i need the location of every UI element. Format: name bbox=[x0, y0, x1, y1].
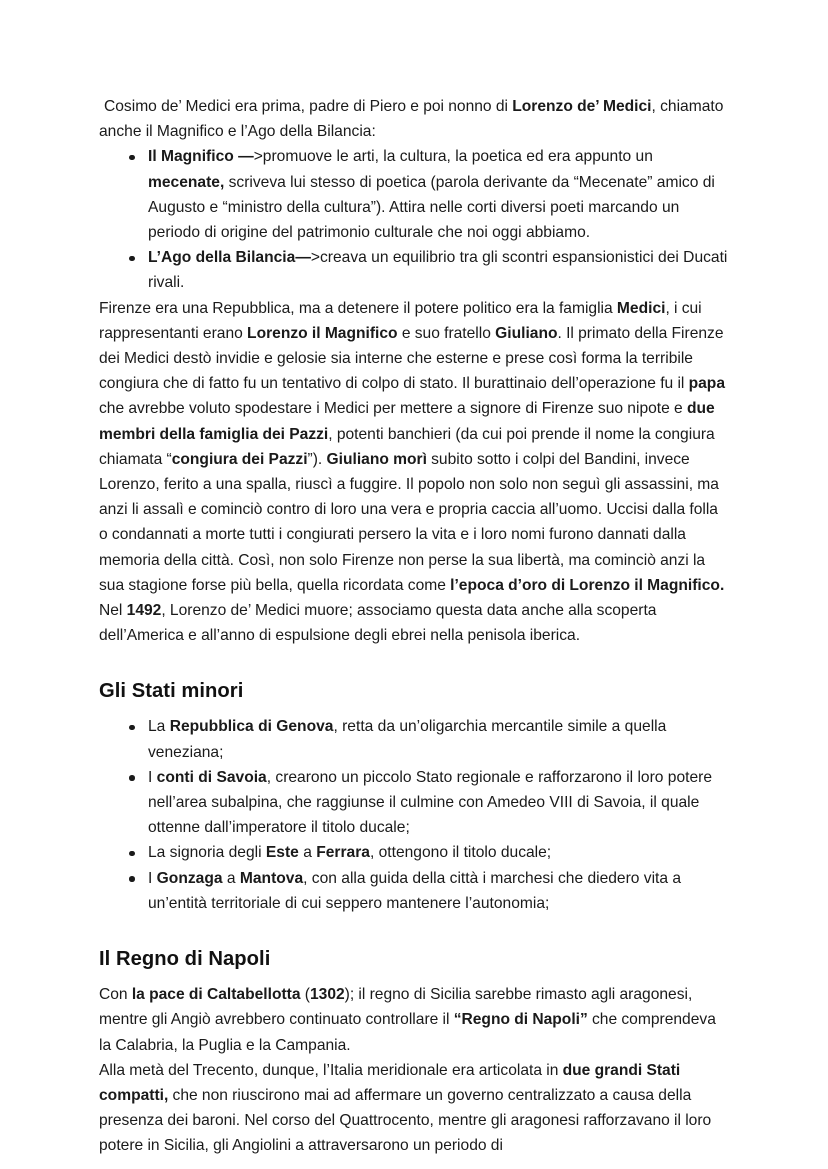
spacer bbox=[99, 648, 728, 678]
heading-il-regno-di-napoli: Il Regno di Napoli bbox=[99, 948, 271, 971]
stati-minori-bullet-list bbox=[99, 714, 728, 916]
spacer bbox=[99, 916, 728, 946]
medici-bullet-list bbox=[99, 144, 728, 295]
intro-paragraph: Cosimo de’ Medici era prima, padre di Piero e poi nonno di Lorenzo de’ Medici, chiamato anche il Magnifico e l’Ago della Bilancia: bbox=[99, 98, 724, 141]
list-item: La signoria degli Este a Ferrara, ottengono il titolo ducale; bbox=[99, 840, 728, 865]
list-item: Il Magnifico —>promuove le arti, la cultura, la poetica ed era appunto un mecenate, scriveva lui stesso di poetica (parola derivante da “Mecenate” amico di Augusto e “ministro della cultura”). Attira nelle corti diversi poeti marcando un periodo di origine del patrimonio culturale che noi oggi abbiamo. bbox=[99, 144, 728, 245]
list-item: L’Ago della Bilancia—>creava un equilibrio tra gli scontri espansionistici dei Ducati rivali. bbox=[99, 245, 728, 295]
regno-napoli-paragraph-2: Alla metà del Trecento, dunque, l’Italia meridionale era articolata in due grandi Stati compatti, che non riuscirono mai ad affermare un governo centralizzato a causa della presenza dei baroni. Nel corso del Quattrocento, mentre gli aragonesi rafforzavano il loro potere in Sicilia, gli Angiolini a attraversarono un periodo di bbox=[99, 1061, 712, 1155]
regno-napoli-paragraph-1: Con la pace di Caltabellotta (1302); il regno di Sicilia sarebbe rimasto agli aragonesi, mentre gli Angiò avrebbero continuato controllare il “Regno di Napoli” che comprendeva la Calabria, la Puglia e la Campania. bbox=[99, 986, 716, 1054]
spacer bbox=[99, 705, 728, 714]
list-item: I conti di Savoia, crearono un piccolo Stato regionale e rafforzarono il loro potere nell’area subalpina, che raggiunse il culmine con Amedeo VIII di Savoia, il quale ottenne dall’imperatore il titolo ducale; bbox=[99, 765, 728, 841]
firenze-paragraph: Firenze era una Repubblica, ma a detenere il potere politico era la famiglia Medici, i cui rappresentanti erano Lorenzo il Magnifico e suo fratello Giuliano. Il primato della Firenze dei Medici destò invidie e gelosie sia interne che esterne e prese così forma la terribile congiura che di fatto fu un tentativo di colpo di stato. Il burattinaio dell’operazione fu il papa che avrebbe voluto spodestare i Medici per mettere a signore di Firenze suo nipote e due membri della famiglia dei Pazzi, potenti banchieri (da cui poi prende il nome la congiura chiamata “congiura dei Pazzi”). Giuliano morì subito sotto i colpi del Bandini, invece Lorenzo, ferito a una spalla, riuscì a fuggire. Il popolo non solo non seguì gli assassini, ma anzi li assalì e cominciò contro di loro una vera e propria caccia all’uomo. Uccisi dalla folla o condannati a morte tutti i congiurati persero la vita e i loro nomi furono dannati dalla memoria della città. Così, non solo Firenze non perse la sua libertà, ma cominciò anzi la sua stagione forse più bella, quella ricordata come l’epoca d’oro di Lorenzo il Magnifico. Nel 1492, Lorenzo de’ Medici muore; associamo questa data anche alla scoperta dell’America e all’anno di espulsione degli ebrei nella penisola iberica. bbox=[99, 299, 726, 645]
spacer bbox=[99, 973, 728, 982]
heading-gli-stati-minori: Gli Stati minori bbox=[99, 680, 244, 703]
list-item: I Gonzaga a Mantova, con alla guida della città i marchesi che diedero vita a un’entità territoriale di cui seppero mantenere l’autonomia; bbox=[99, 866, 728, 916]
document-content bbox=[99, 94, 728, 1159]
list-item: La Repubblica di Genova, retta da un’oligarchia mercantile simile a quella veneziana; bbox=[99, 714, 728, 764]
